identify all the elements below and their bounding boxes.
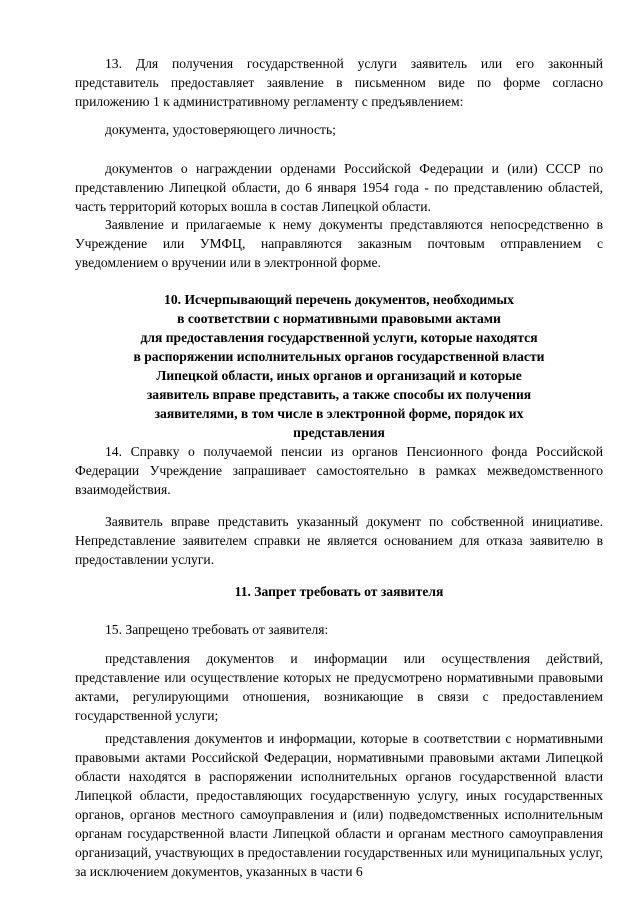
- section-10-heading-line: для предоставления государственной услуги, которые находятся: [140, 330, 538, 345]
- section-10-heading: [75, 290, 603, 442]
- paragraph-14-applicant-right: Заявитель вправе представить указанный документ по собственной инициативе. Непредставление заявителем справки не является основанием для отказа заявителю в предоставлении услуги.: [75, 514, 603, 567]
- paragraph-13-submission: Заявление и прилагаемые к нему документы представляются непосредственно в Учреждение или УМФЦ, направляются заказным почтовым отправлением с уведомлением о вручении или в электронной форме.: [75, 217, 603, 270]
- paragraph-13: 13. Для получения государственной услуги заявитель или его законный представитель предоставляет заявление в письменном виде по форме согласно приложению 1 к административному регламенту с предъявлением:: [75, 56, 603, 109]
- paragraph-13-document-awards: документов о награждении орденами Российской Федерации и (или) СССР по представлению Липецкой области, до 6 января 1954 года - по представлению областей, часть территорий которых вошла в состав Липецкой области.: [75, 161, 603, 214]
- section-10-heading-line: в соответствии с нормативными правовыми актами: [177, 311, 501, 326]
- section-11-heading: 11. Запрет требовать от заявителя: [234, 584, 444, 599]
- section-10-heading-line: Липецкой области, иных органов и организаций и которые: [156, 368, 522, 383]
- section-10-heading-line: заявитель вправе представить, а также способы их получения: [146, 387, 532, 402]
- paragraph-15-item-a: представления документов и информации или осуществления действий, представление или осуществление которых не предусмотрено нормативными правовыми актами, регулирующими отношения, возникающие в связи с предоставлением государственной услуги;: [75, 651, 603, 723]
- paragraph-14: 14. Справку о получаемой пенсии из органов Пенсионного фонда Российской Федерации Учреждение запрашивает самостоятельно в рамках межведомственного взаимодействия.: [75, 444, 603, 497]
- paragraph-15-item-b: представления документов и информации, которые в соответствии с нормативными правовыми актами Российской Федерации, нормативными правовыми актами Липецкой области находятся в распоряжении исполнительных органов государственной власти Липецкой области, предоставляющих государственную услугу, иных государственных органов, органов местного самоуправления и (или) подведомственных исполнительным органам государственной власти Липецкой области и органам местного самоуправления организаций, участвующих в предоставлении государственных или муниципальных услуг, за исключением документов, указанных в части 6: [75, 731, 603, 879]
- section-10-heading-line: представления: [293, 425, 385, 440]
- section-10-heading-line: заявителями, в том числе в электронной форме, порядок их: [154, 406, 524, 421]
- section-10-heading-line: в распоряжении исполнительных органов государственной власти: [133, 349, 545, 364]
- section-10-heading-line: 10. Исчерпывающий перечень документов, необходимых: [164, 292, 514, 307]
- paragraph-15: 15. Запрещено требовать от заявителя:: [105, 622, 329, 637]
- paragraph-13-document-identity: документа, удостоверяющего личность;: [105, 122, 336, 137]
